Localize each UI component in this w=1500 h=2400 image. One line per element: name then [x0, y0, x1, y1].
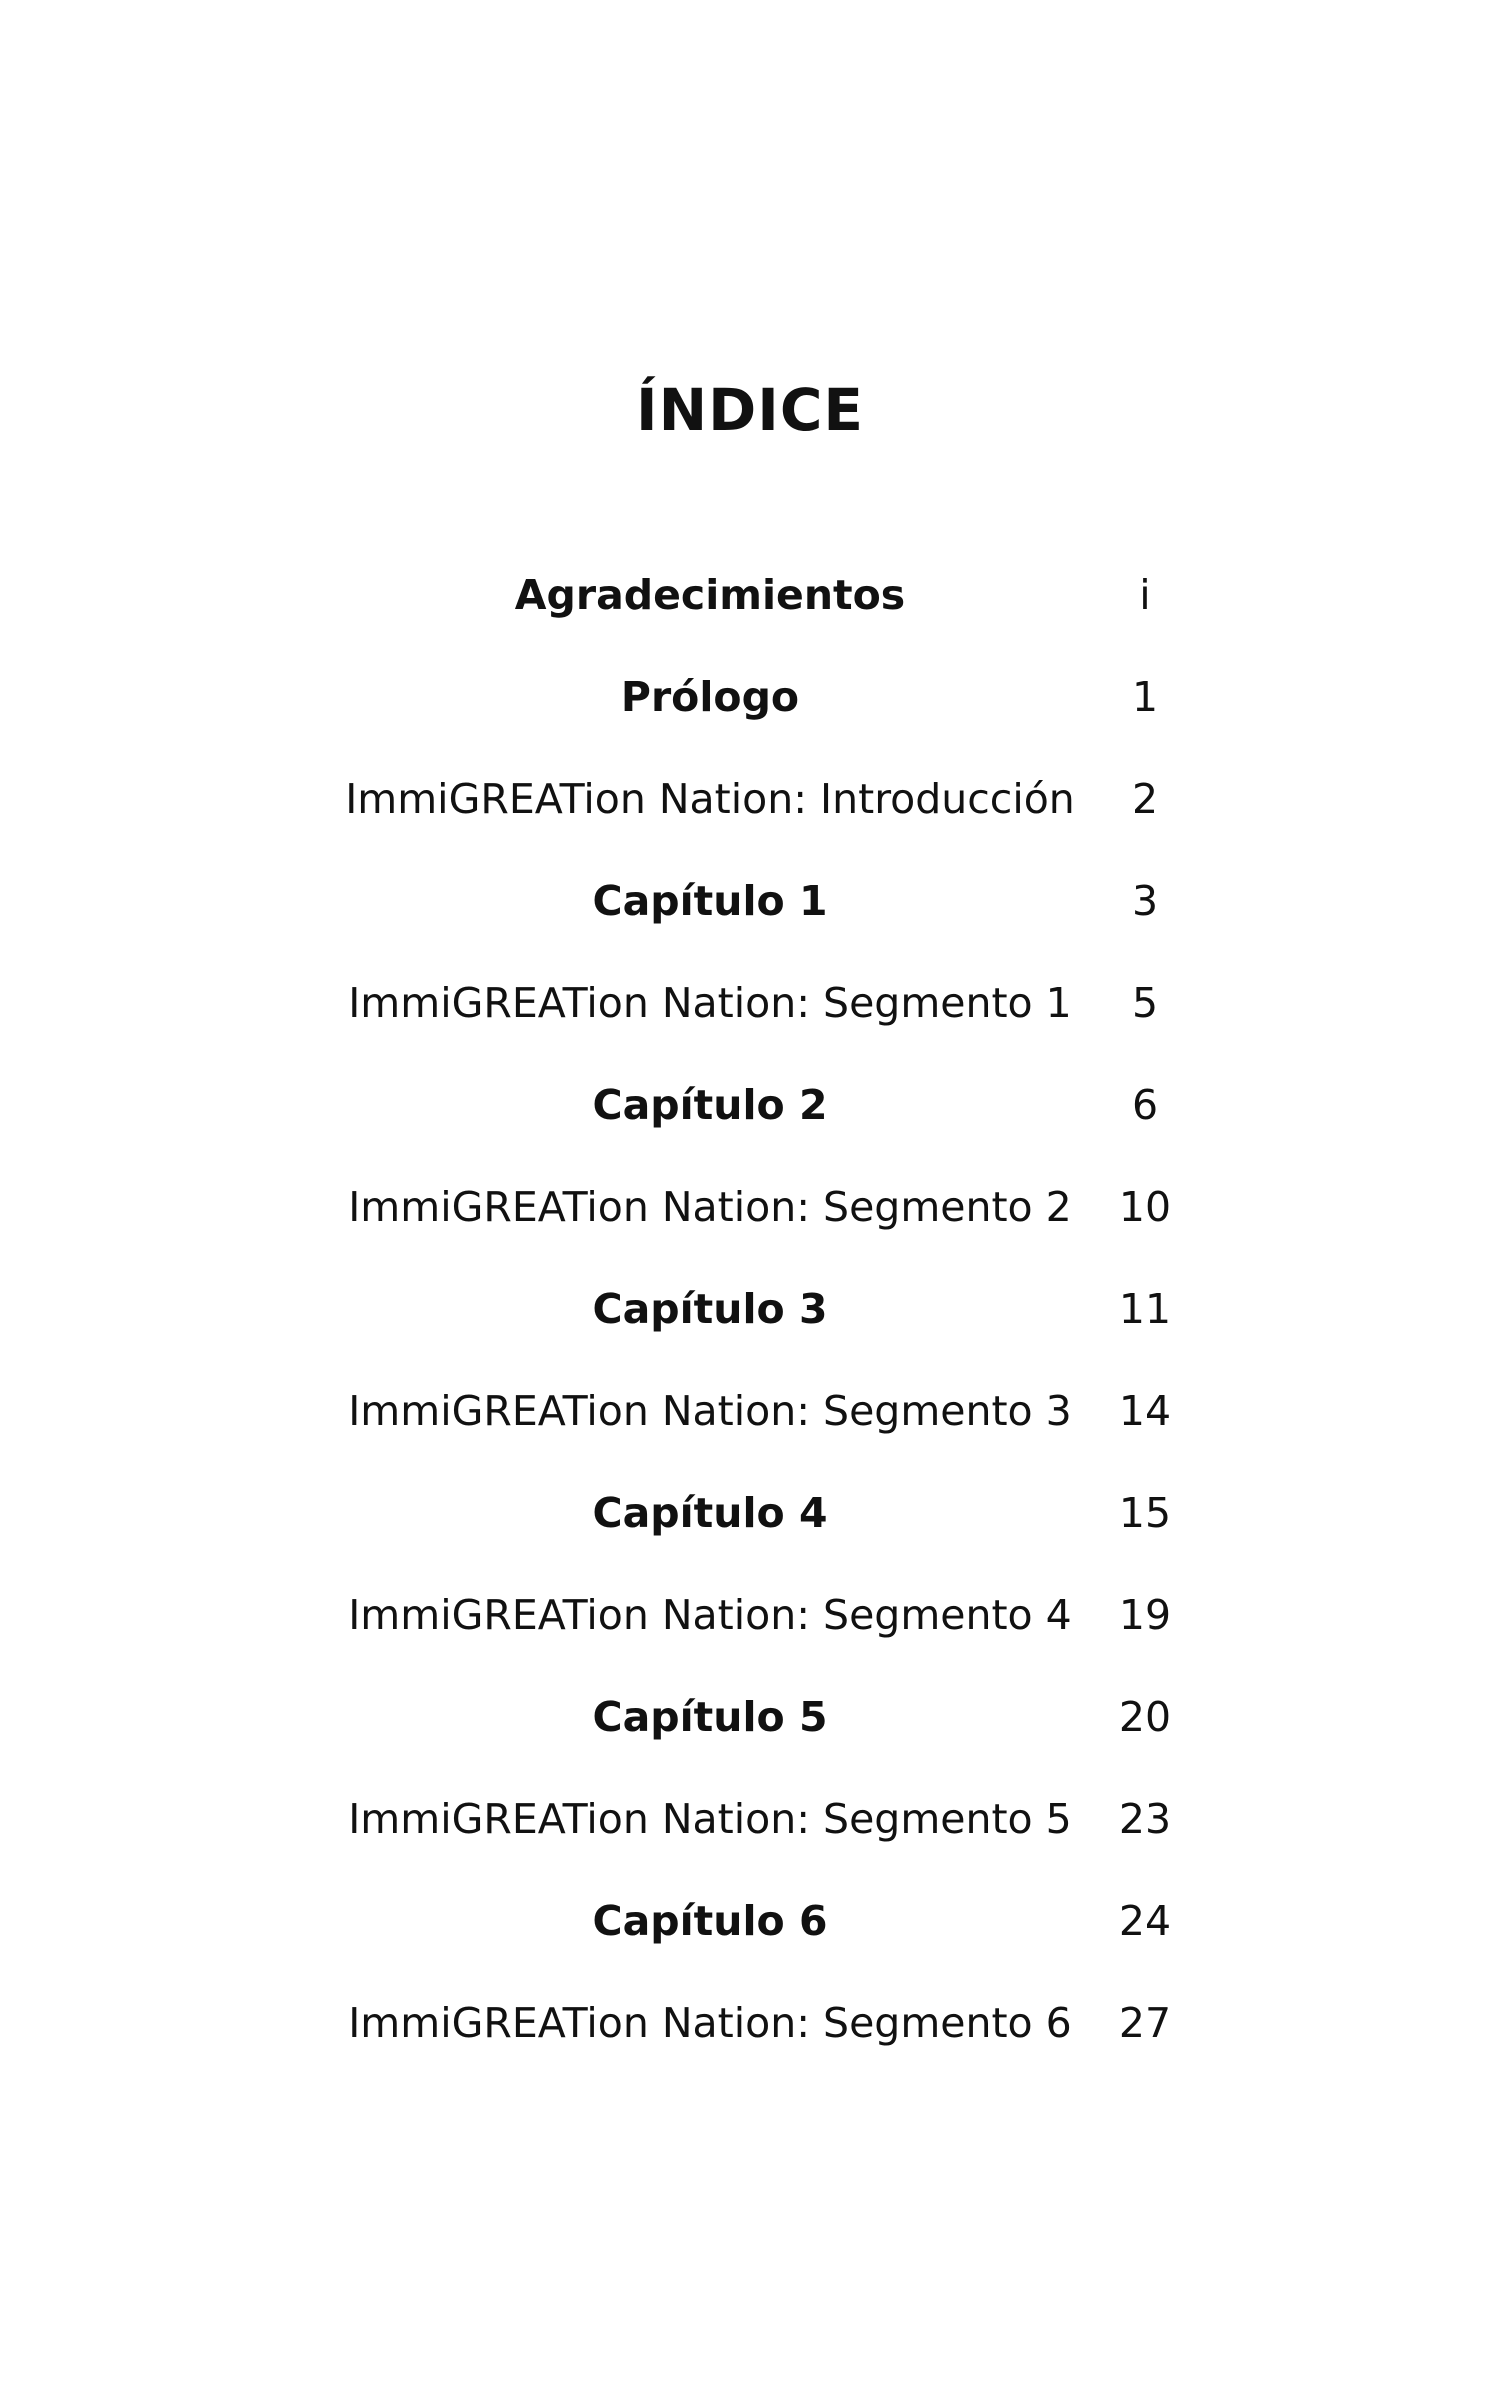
toc-entry-page: 6	[1131, 1081, 1159, 1129]
toc-entry-page: 27	[1118, 1999, 1172, 2047]
toc-entry-page: 10	[1118, 1183, 1172, 1231]
toc-entry-page: 1	[1131, 673, 1159, 721]
toc-entry	[0, 968, 1500, 1070]
toc-entry	[0, 764, 1500, 866]
toc-entry-label: ImmiGREATion Nation: Segmento 1	[348, 979, 1072, 1027]
toc-entry-page: 5	[1131, 979, 1159, 1027]
toc-entry	[0, 560, 1500, 662]
toc-entry	[0, 662, 1500, 764]
toc-entry-label: Capítulo 2	[592, 1081, 828, 1129]
toc-entry-label: Agradecimientos	[514, 571, 906, 619]
toc-entry	[0, 1478, 1500, 1580]
toc-entry-label: Prólogo	[620, 673, 800, 721]
toc-entry	[0, 866, 1500, 968]
toc-entry-page: 20	[1118, 1693, 1172, 1741]
page-title: ÍNDICE	[635, 376, 865, 444]
toc-entry-label: ImmiGREATion Nation: Segmento 2	[348, 1183, 1072, 1231]
toc-entry-label: Capítulo 3	[592, 1285, 828, 1333]
toc-entry-page: 11	[1118, 1285, 1172, 1333]
toc-entry-label: Capítulo 5	[592, 1693, 828, 1741]
toc-entry-page: 24	[1118, 1897, 1172, 1945]
toc-entry-label: Capítulo 1	[592, 877, 828, 925]
table-of-contents	[0, 560, 1500, 2090]
toc-entry	[0, 1886, 1500, 1988]
toc-entry	[0, 1376, 1500, 1478]
toc-entry-page: 14	[1118, 1387, 1172, 1435]
toc-entry-page: 15	[1118, 1489, 1172, 1537]
toc-entry	[0, 1580, 1500, 1682]
toc-entry	[0, 1988, 1500, 2090]
toc-entry-label: ImmiGREATion Nation: Segmento 4	[348, 1591, 1072, 1639]
toc-entry-label: Capítulo 6	[592, 1897, 828, 1945]
toc-entry	[0, 1682, 1500, 1784]
toc-entry-page: 3	[1131, 877, 1159, 925]
toc-entry	[0, 1784, 1500, 1886]
toc-entry-label: ImmiGREATion Nation: Introducción	[345, 775, 1075, 823]
toc-entry-label: ImmiGREATion Nation: Segmento 3	[348, 1387, 1072, 1435]
toc-entry	[0, 1274, 1500, 1376]
toc-entry-label: ImmiGREATion Nation: Segmento 5	[348, 1795, 1072, 1843]
toc-entry-label: ImmiGREATion Nation: Segmento 6	[348, 1999, 1072, 2047]
toc-entry-page: i	[1139, 571, 1151, 619]
toc-entry	[0, 1070, 1500, 1172]
toc-entry-page: 19	[1118, 1591, 1172, 1639]
toc-entry-label: Capítulo 4	[592, 1489, 828, 1537]
toc-entry-page: 2	[1131, 775, 1159, 823]
toc-entry-page: 23	[1118, 1795, 1172, 1843]
toc-entry	[0, 1172, 1500, 1274]
